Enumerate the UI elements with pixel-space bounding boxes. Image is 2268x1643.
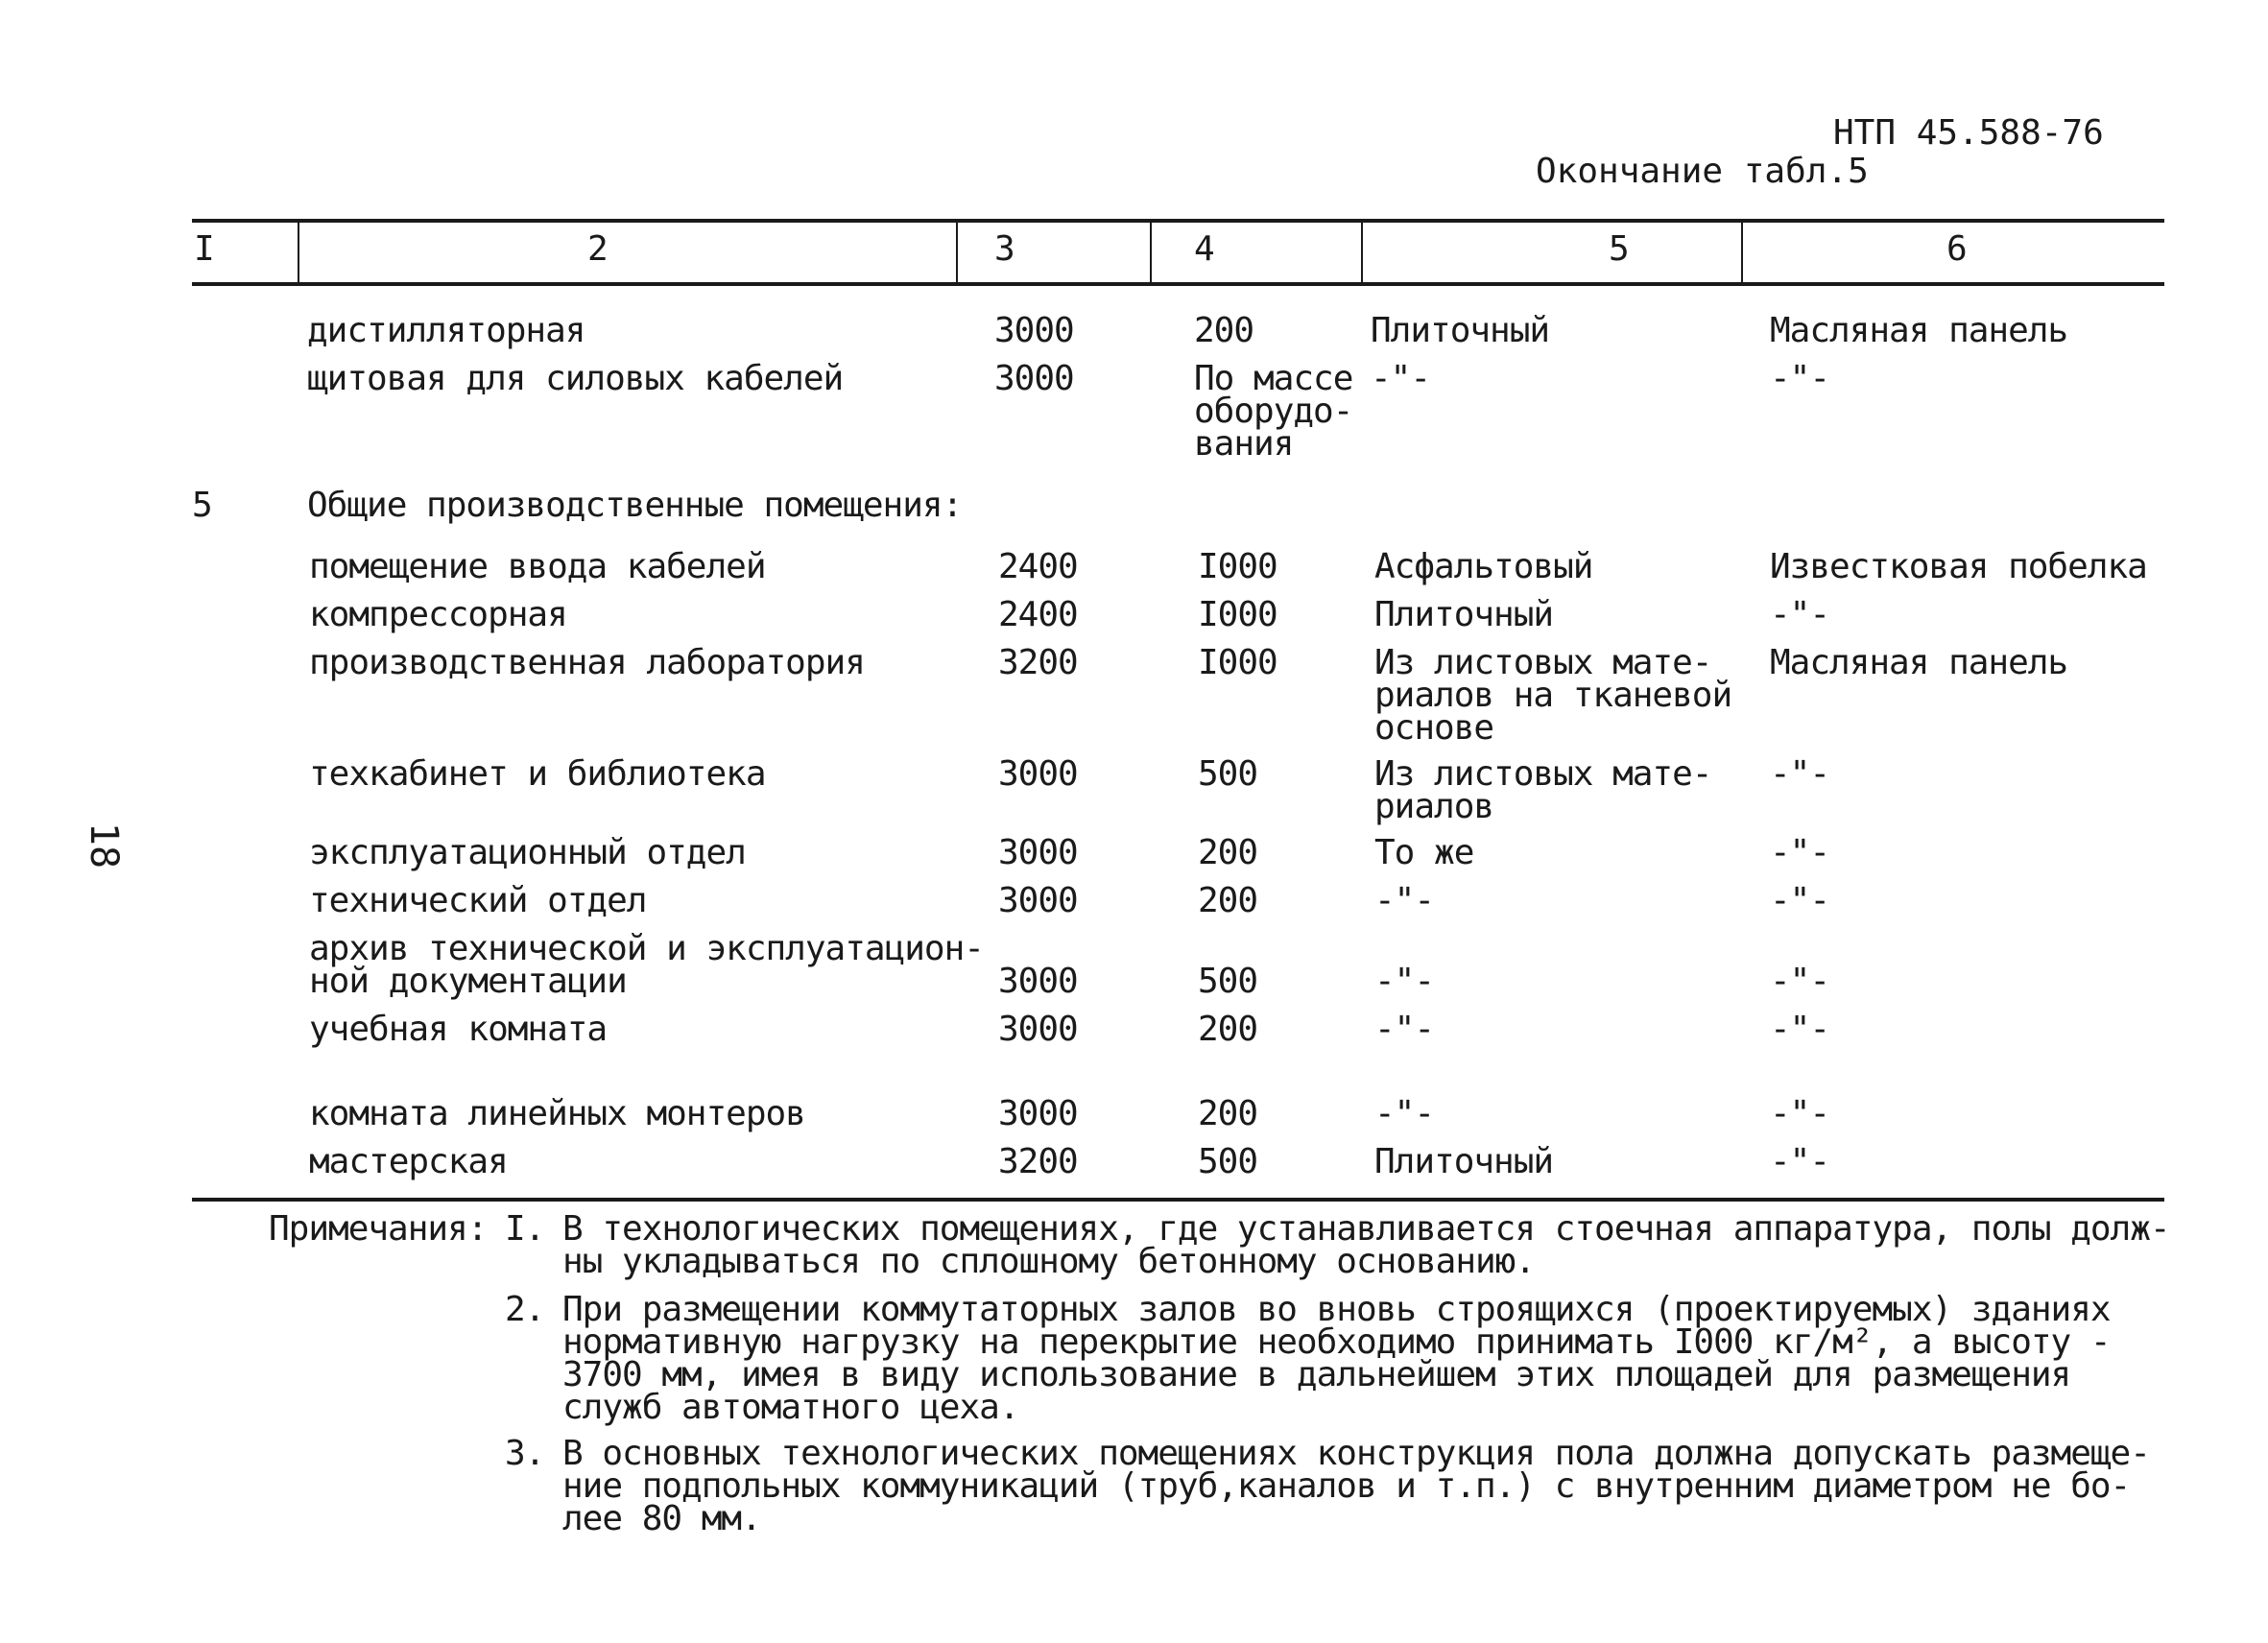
cell-c3: 3000	[994, 311, 1074, 350]
cell-c6: -"-	[1770, 1142, 1830, 1181]
cell-c6: -"-	[1770, 754, 1830, 794]
cell-c5: -"-	[1374, 1010, 1435, 1049]
cell-c5: -"-	[1374, 962, 1435, 1001]
note-text: В технологических помещениях, где устанавливается стоечная аппаратура, полы долж- ны укладываться по сплошному бетонному основанию.	[562, 1209, 2170, 1281]
note-text: При размещении коммутаторных залов во вновь строящихся (проектируемых) зданиях нормативную нагрузку на перекрытие необходимо принимать I000 кг/м², а высоту - 3700 мм, имея в виду использование в дальнейшем этих площадей для размещения служб автоматного цеха.	[562, 1290, 2111, 1427]
note-number: 2.	[505, 1290, 545, 1329]
cell-c4: I000	[1198, 643, 1277, 682]
cell-c6: -"-	[1770, 359, 1830, 398]
cell-name: производственная лаборатория	[309, 643, 865, 682]
cell-name: техкабинет и библиотека	[309, 754, 766, 794]
cell-c5: Плиточный	[1374, 1142, 1554, 1181]
cell-c4: 500	[1198, 754, 1258, 794]
cell-c5: Плиточный	[1371, 311, 1550, 350]
cell-c3: 3000	[998, 754, 1078, 794]
cell-c3: 2400	[998, 547, 1078, 586]
cell-c5: То же	[1374, 833, 1474, 872]
cell-c3: 3200	[998, 643, 1078, 682]
cell-c3: 3200	[998, 1142, 1078, 1181]
note-text: В основных технологических помещениях конструкция пола должна допускать размеще- ние подпольных коммуникаций (труб,каналов и т.п.) с внутренним диаметром не бо- лее 80 мм.	[562, 1434, 2150, 1538]
cell-c6: -"-	[1770, 833, 1830, 872]
table-bottom-rule	[192, 1198, 2164, 1202]
cell-c6: -"-	[1770, 962, 1830, 1001]
table-header-rule	[192, 282, 2164, 286]
cell-c5: Плиточный	[1374, 595, 1554, 634]
cell-name: щитовая для силовых кабелей	[307, 359, 844, 398]
cell-c4: I000	[1198, 595, 1277, 634]
column-header: 2	[587, 229, 608, 269]
table-caption: Окончание табл.5	[1536, 152, 1869, 191]
col-divider	[1741, 223, 1743, 282]
cell-c6: -"-	[1770, 595, 1830, 634]
cell-c5: Из листовых мате- риалов на тканевой основе	[1374, 643, 1732, 748]
cell-c3: 2400	[998, 595, 1078, 634]
cell-c3: 3000	[998, 962, 1078, 1001]
cell-name: мастерская	[309, 1142, 508, 1181]
cell-name: Общие производственные помещения:	[307, 486, 963, 525]
note-number: 3.	[505, 1434, 545, 1473]
cell-c3: 3000	[998, 881, 1078, 920]
cell-c3: 3000	[998, 1094, 1078, 1133]
cell-c6: Масляная панель	[1770, 643, 2068, 682]
col-divider	[298, 223, 299, 282]
note-number: I.	[505, 1209, 545, 1249]
notes-label: Примечания:	[269, 1209, 488, 1249]
cell-c4: По массе оборудо- вания	[1194, 359, 1353, 464]
cell-name: архив технической и эксплуатацион- ной документации	[309, 929, 984, 1001]
column-header: 6	[1946, 229, 1967, 269]
cell-c3: 3000	[994, 359, 1074, 398]
cell-c4: 500	[1198, 962, 1258, 1001]
cell-name: компрессорная	[309, 595, 567, 634]
cell-c5: Из листовых мате- риалов	[1374, 754, 1712, 826]
document-code: НТП 45.588-76	[1833, 113, 2104, 153]
cell-c3: 3000	[998, 1010, 1078, 1049]
cell-c4: 200	[1198, 1010, 1258, 1049]
col-divider	[1361, 223, 1363, 282]
cell-c4: I000	[1198, 547, 1277, 586]
cell-c4: 200	[1194, 311, 1254, 350]
cell-name: помещение ввода кабелей	[309, 547, 766, 586]
cell-c5: Асфальтовый	[1374, 547, 1593, 586]
cell-c6: -"-	[1770, 881, 1830, 920]
cell-c5: -"-	[1374, 1094, 1435, 1133]
cell-c6: Масляная панель	[1770, 311, 2068, 350]
col-divider	[1150, 223, 1152, 282]
cell-name: дистилляторная	[307, 311, 585, 350]
cell-name: эксплуатационный отдел	[309, 833, 746, 872]
column-header: 3	[994, 229, 1015, 269]
column-header: 4	[1194, 229, 1214, 269]
cell-c3: 3000	[998, 833, 1078, 872]
cell-c4: 200	[1198, 1094, 1258, 1133]
cell-c6: -"-	[1770, 1094, 1830, 1133]
cell-c4: 200	[1198, 833, 1258, 872]
cell-c4: 500	[1198, 1142, 1258, 1181]
cell-name: комната линейных монтеров	[309, 1094, 805, 1133]
cell-c6: Известковая побелка	[1770, 547, 2147, 586]
cell-c5: -"-	[1374, 881, 1435, 920]
column-header: I	[194, 229, 214, 269]
cell-num: 5	[192, 486, 212, 525]
cell-name: учебная комната	[309, 1010, 608, 1049]
table-top-rule	[192, 219, 2164, 223]
cell-c5: -"-	[1371, 359, 1431, 398]
col-divider	[956, 223, 958, 282]
column-header: 5	[1609, 229, 1629, 269]
cell-c6: -"-	[1770, 1010, 1830, 1049]
cell-c4: 200	[1198, 881, 1258, 920]
cell-name: технический отдел	[309, 881, 647, 920]
page-number: 18	[82, 822, 127, 869]
